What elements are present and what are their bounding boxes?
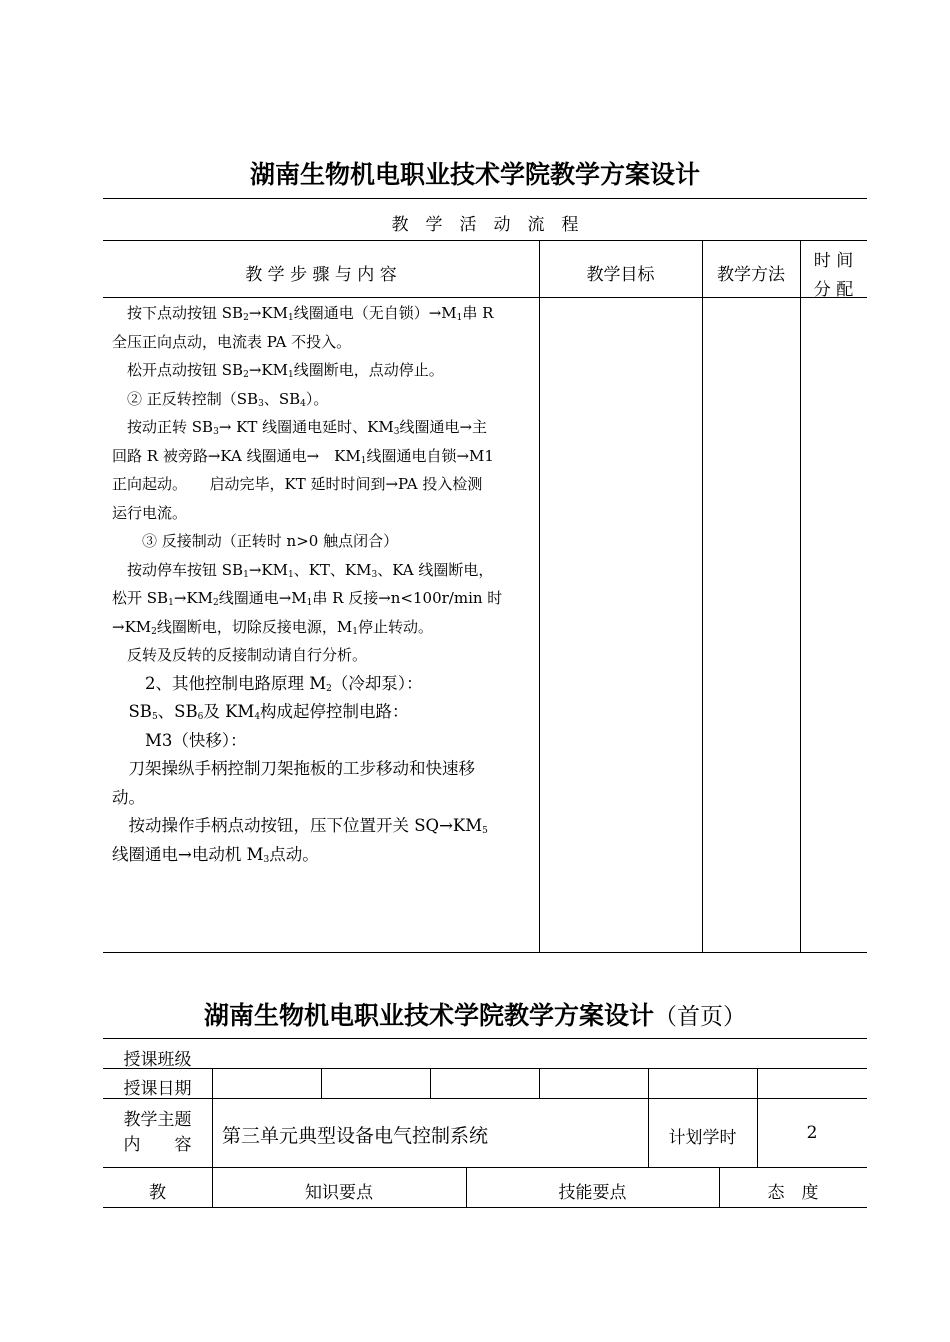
content-line — [112, 584, 532, 613]
column-header-time — [800, 246, 867, 300]
column-header-steps: 教 学 步 骤 与 内 容 — [245, 265, 397, 285]
text-segment: 、KA 线圈断电， — [377, 560, 494, 579]
subscript: 1 — [352, 626, 358, 637]
subscript: 2 — [151, 626, 157, 637]
column-divider — [539, 240, 540, 952]
content-line — [112, 641, 532, 670]
text-segment: 2、其他控制电路原理 M — [112, 673, 327, 693]
text-segment: 线圈通电自锁→M1 — [366, 446, 494, 465]
table-divider — [103, 297, 867, 298]
content-line — [112, 356, 532, 385]
subscript: 5 — [482, 826, 488, 836]
text-segment: →KM — [173, 589, 213, 607]
subscript: 1 — [287, 370, 294, 380]
subscript: 2 — [243, 313, 249, 323]
subscript: 3 — [371, 569, 378, 580]
subscript: 4 — [254, 712, 261, 722]
attitude-label: 态 度 — [767, 1183, 819, 1203]
text-segment: 及 KM — [203, 702, 255, 721]
text-segment: （冷却泵）： — [331, 673, 423, 693]
content-line — [112, 556, 532, 585]
form-border-top — [103, 1038, 867, 1039]
subscript: 1 — [287, 313, 294, 323]
text-segment: → KT 线圈通电延时、KM — [218, 418, 394, 436]
date-cell-divider — [539, 1068, 540, 1098]
text-segment: 按下点动按钮 SB — [112, 304, 244, 322]
date-label: 授课日期 — [123, 1079, 192, 1099]
teach-label: 教 — [149, 1183, 166, 1203]
step-content — [112, 299, 532, 869]
page-title: 湖南生物机电职业技术学院教学方案设计 — [249, 160, 700, 189]
date-cell-divider — [757, 1068, 758, 1167]
content-line — [112, 499, 532, 528]
column-header-time-line1: 时 间 — [813, 251, 854, 271]
text-segment: 全压正向点动，电流表 PA 不投入。 — [112, 332, 352, 351]
text-segment: 松开 SB — [112, 589, 169, 607]
content-line — [112, 613, 532, 642]
hours-label: 计划学时 — [668, 1128, 737, 1148]
topic-value: 第三单元典型设备电气控制系统 — [222, 1125, 489, 1147]
text-segment: 松开点动按钮 SB — [112, 361, 244, 379]
hours-value: 2 — [806, 1123, 818, 1143]
content-line — [112, 442, 532, 471]
form-divider — [103, 1167, 867, 1168]
date-cell-divider — [430, 1068, 431, 1098]
content-line — [112, 698, 532, 727]
text-segment: 线圈断电，切除反接电源，M — [156, 617, 353, 636]
content-line — [112, 527, 532, 556]
subscript: 3 — [393, 427, 400, 437]
column-header-goal: 教学目标 — [586, 265, 655, 285]
text-segment: 线圈通电（无自锁）→M — [293, 304, 457, 322]
topic-label-line1: 教学主题 — [123, 1110, 192, 1130]
subscript: 1 — [360, 455, 367, 466]
content-line — [112, 812, 532, 841]
text-segment: 线圈通电→主 — [399, 418, 488, 436]
table-border-bottom — [103, 952, 867, 953]
text-segment: 点动。 — [269, 844, 319, 864]
text-segment: ③ 反接制动（正转时 n>0 触点闭合） — [112, 532, 399, 550]
text-segment: →KM — [112, 617, 152, 636]
text-segment: 线圈通电→电动机 M — [112, 844, 264, 864]
content-line — [112, 670, 532, 699]
page2-title-suffix: （首页） — [654, 1004, 746, 1030]
text-segment: 、KT、KM — [293, 560, 372, 579]
text-segment: ）。 — [305, 389, 329, 408]
text-segment: 正向起动。 启动完毕，KT 延时时间到→PA 投入检测 — [112, 475, 483, 493]
text-segment: 停止转动。 — [357, 617, 433, 636]
text-segment: 动。 — [112, 787, 145, 807]
topic-label-line2: 内 容 — [123, 1135, 192, 1155]
text-segment: 按动停车按钮 SB — [112, 560, 244, 579]
column-divider — [702, 240, 703, 952]
subscript: 1 — [168, 598, 174, 608]
content-line — [112, 299, 532, 328]
text-segment: 串 R 反接→n<100r/min 时 — [312, 589, 503, 607]
section-header: 教 学 活 动 流 程 — [391, 215, 579, 235]
column-divider — [800, 240, 801, 952]
text-segment: 、SB — [263, 389, 301, 408]
subscript: 1 — [306, 598, 313, 608]
table-divider — [103, 240, 867, 241]
content-line — [112, 727, 532, 756]
text-segment: 构成起停控制电路： — [260, 702, 409, 721]
page2-title-text: 湖南生物机电职业技术学院教学方案设计 — [203, 1001, 654, 1030]
subscript: 3 — [258, 398, 264, 409]
subscript: 1 — [243, 569, 249, 580]
content-line — [112, 385, 532, 414]
text-segment: 运行电流。 — [112, 503, 188, 522]
subscript: 3 — [263, 854, 270, 865]
subscript: 4 — [300, 398, 306, 409]
text-segment: 线圈通电→M — [218, 589, 307, 607]
text-segment: →KM — [248, 560, 288, 579]
subscript: 1 — [287, 569, 294, 580]
date-cell-divider — [321, 1068, 322, 1098]
content-line — [112, 784, 532, 813]
skill-label: 技能要点 — [558, 1183, 627, 1203]
text-segment: 串 R — [462, 304, 494, 322]
subscript: 2 — [243, 370, 249, 380]
subscript: 2 — [326, 683, 332, 694]
text-segment: SB — [112, 702, 152, 721]
content-line — [112, 328, 532, 357]
content-line — [112, 413, 532, 442]
subscript: 5 — [151, 712, 158, 722]
subscript: 3 — [213, 427, 219, 437]
form-divider — [103, 1068, 867, 1069]
form-divider — [103, 1098, 867, 1099]
content-line — [112, 841, 532, 870]
text-segment: →KM — [248, 304, 288, 322]
class-label: 授课班级 — [123, 1050, 192, 1070]
content-line — [112, 755, 532, 784]
text-segment: 反转及反转的反接制动请自行分析。 — [112, 646, 368, 664]
table-border-top — [103, 198, 867, 199]
text-segment: 、SB — [157, 702, 198, 721]
form-border-bottom — [103, 1207, 867, 1208]
text-segment: ② 正反转控制（SB — [112, 389, 259, 408]
date-cell-divider — [648, 1068, 649, 1167]
column-header-time-line2: 分 配 — [813, 280, 854, 300]
knowledge-label: 知识要点 — [305, 1183, 373, 1203]
topic-label — [103, 1108, 212, 1158]
text-segment: 按动正转 SB — [112, 418, 214, 436]
subscript: 6 — [197, 712, 204, 722]
text-segment: 按动操作手柄点动按钮，压下位置开关 SQ→KM — [112, 816, 483, 835]
text-segment: M3（快移）： — [112, 730, 247, 750]
subscript: 2 — [212, 598, 219, 608]
content-line — [112, 470, 532, 499]
text-segment: →KM — [248, 361, 288, 379]
text-segment: 线圈断电，点动停止。 — [293, 361, 444, 379]
text-segment: 刀架操纵手柄控制刀架拖板的工步移动和快速移 — [112, 759, 475, 778]
page2-title — [0, 996, 950, 1032]
subscript: 1 — [456, 313, 463, 323]
column-header-method: 教学方法 — [717, 265, 785, 285]
text-segment: 回路 R 被旁路→KA 线圈通电→ KM — [112, 446, 361, 465]
